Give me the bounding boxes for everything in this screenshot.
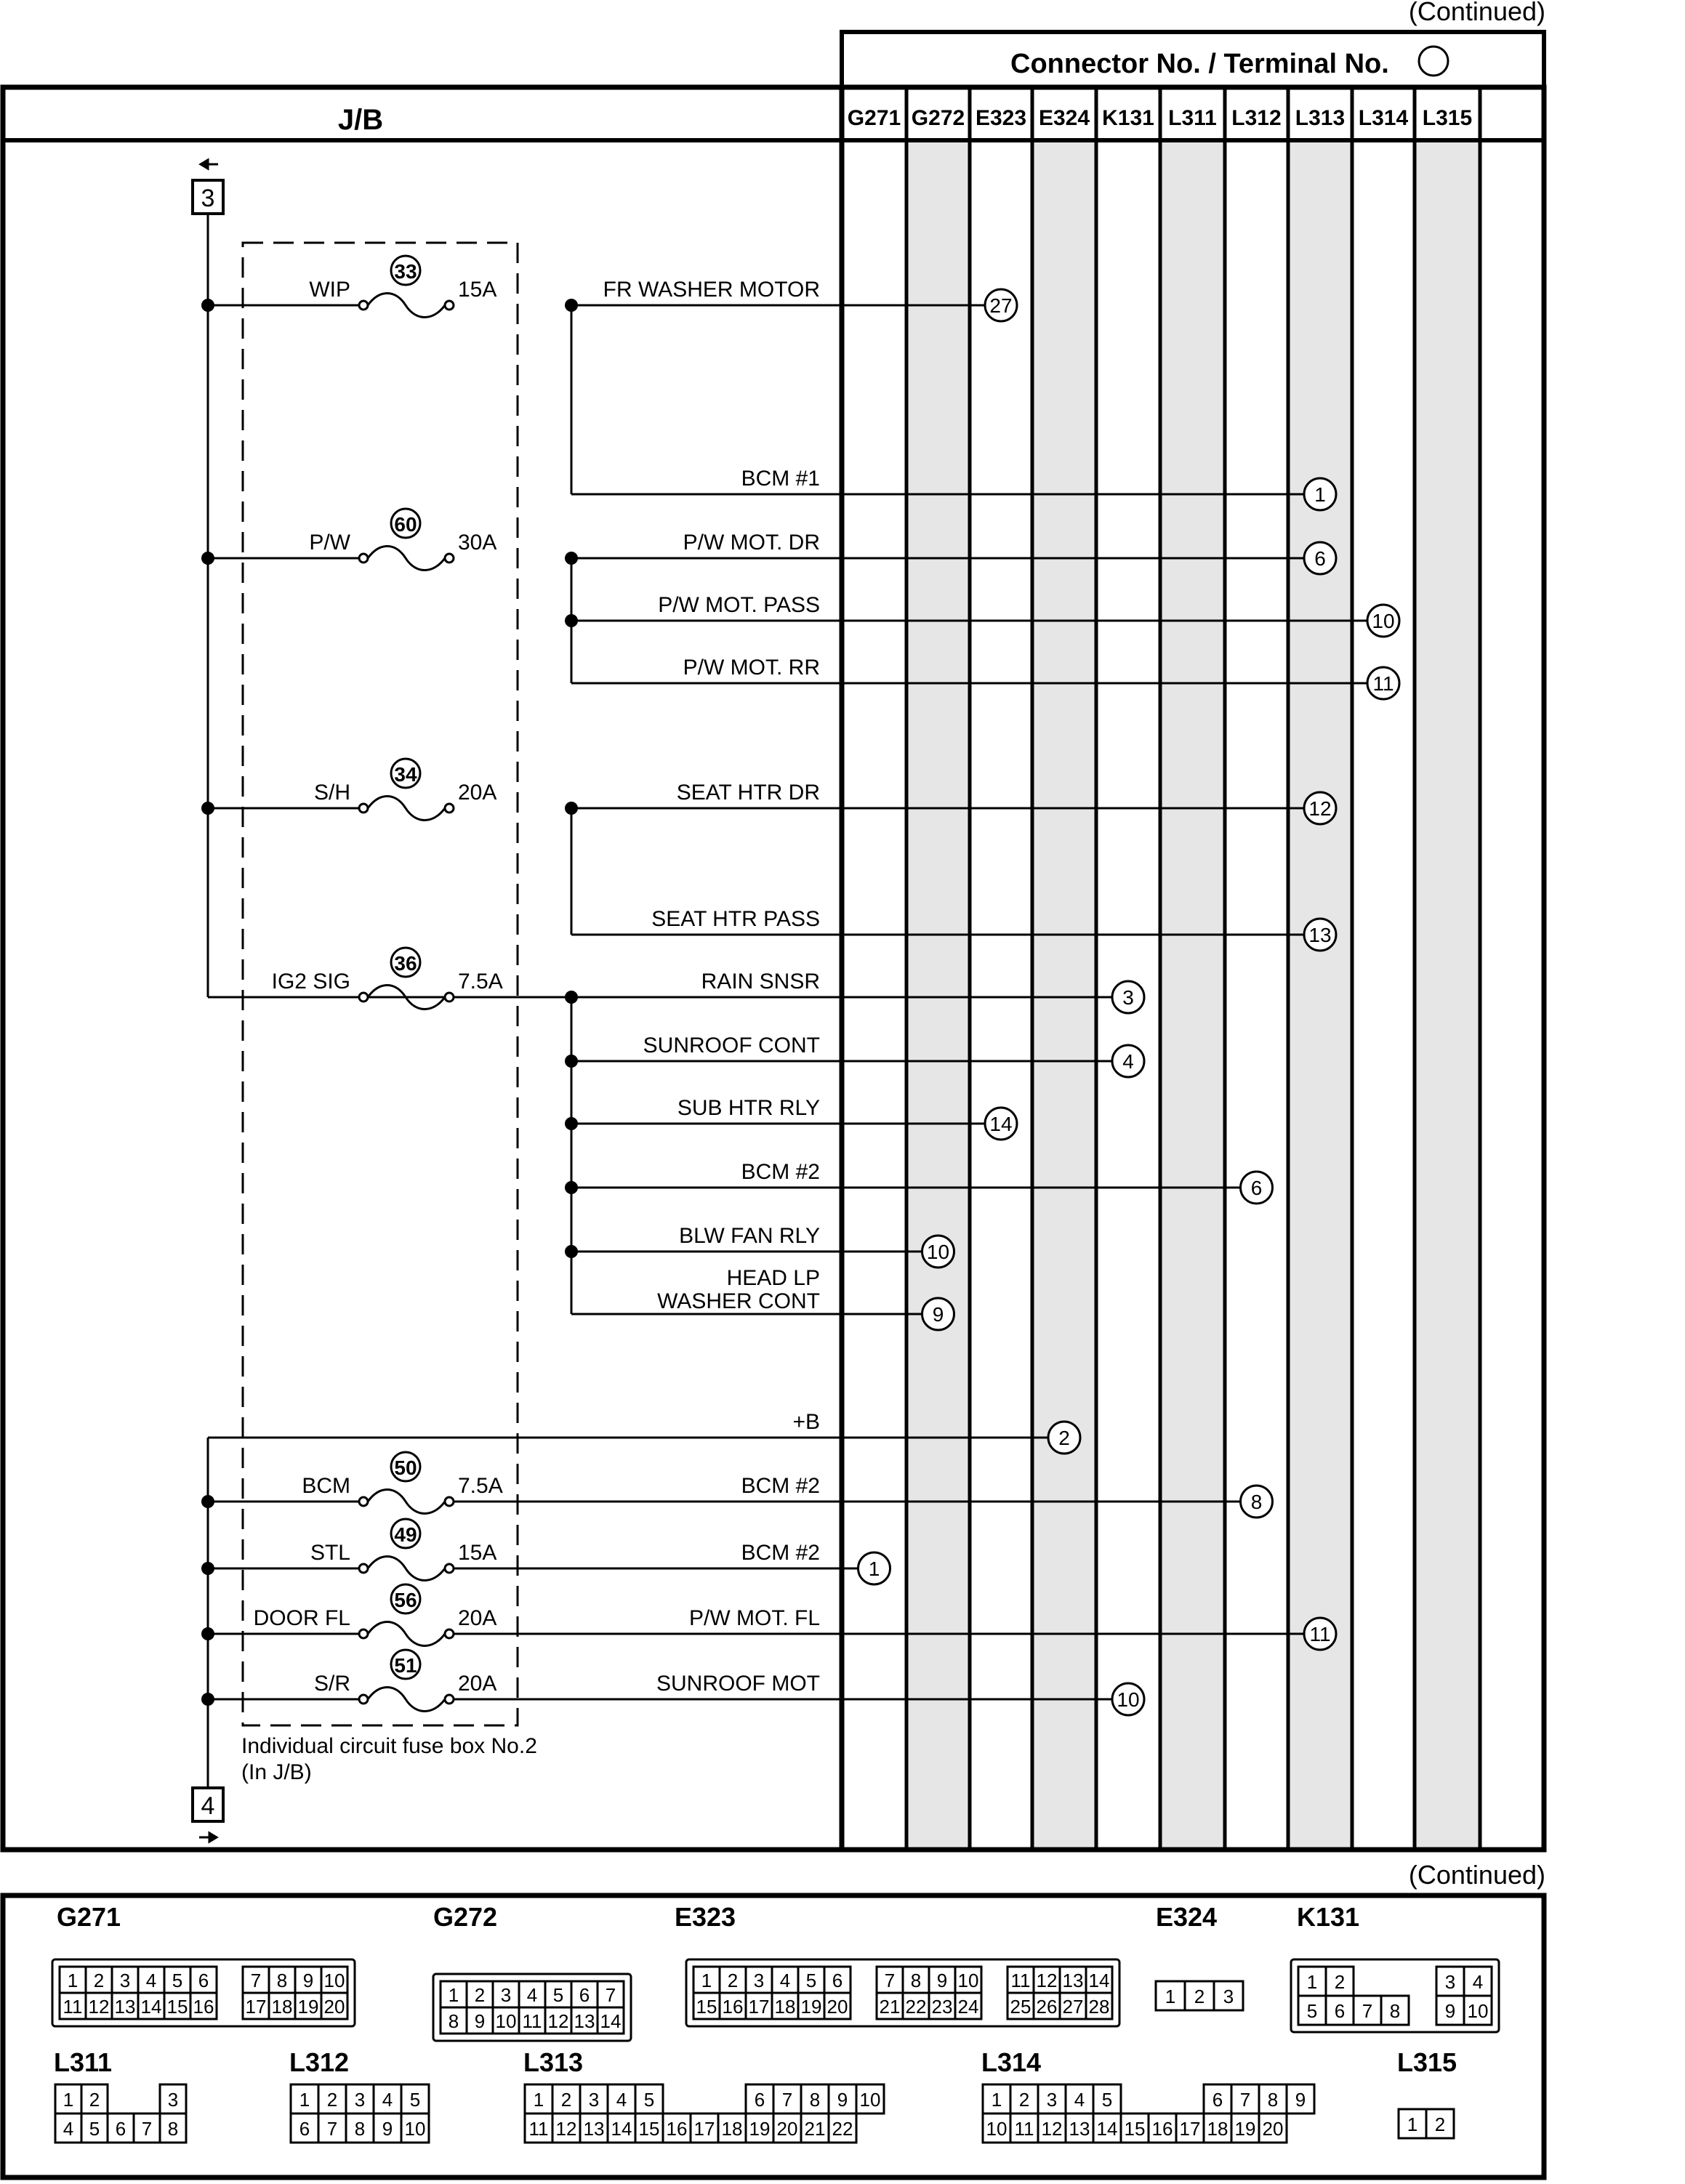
connector-pin-label: 8 <box>276 1970 288 1991</box>
connector-pin-label: 6 <box>115 2118 126 2140</box>
circuit-label: +B <box>792 1410 820 1434</box>
circuit-label: SUNROOF CONT <box>643 1033 820 1057</box>
connector-pin-label: 2 <box>560 2089 572 2111</box>
connector-pin-label: 22 <box>905 1996 927 2018</box>
terminal-number-1: 1 <box>1314 483 1326 506</box>
connector-pin-label: 8 <box>354 2118 366 2140</box>
fuse-terminal-left <box>359 1564 368 1573</box>
connector-pin-label: 10 <box>859 2089 881 2111</box>
branch-junction-dot <box>565 299 578 312</box>
connector-pin-label: 1 <box>991 2089 1002 2111</box>
column-header-L313: L313 <box>1295 106 1346 130</box>
terminal-number-4: 4 <box>1122 1050 1134 1073</box>
fuse-terminal-left <box>359 993 368 1002</box>
connector-pin-label: 14 <box>611 2118 632 2140</box>
connector-pin-label: 4 <box>779 1970 791 1991</box>
column-header-L311: L311 <box>1168 106 1217 130</box>
connector-pin-label: 2 <box>1018 2089 1030 2111</box>
connector-pin-label: 8 <box>167 2118 179 2140</box>
fuse-terminal-left <box>359 301 368 310</box>
terminal-number-14: 14 <box>989 1113 1013 1135</box>
connector-pin-label: 20 <box>323 1996 345 2018</box>
fuse-symbol <box>368 294 445 318</box>
terminal-number-8: 8 <box>1250 1491 1263 1513</box>
connector-pin-label: 4 <box>145 1970 157 1991</box>
branch-junction-dot <box>565 552 578 565</box>
fuse-rating-33: 15A <box>458 278 497 302</box>
fuse-terminal-left <box>359 1695 368 1704</box>
terminal-number-27: 27 <box>989 294 1013 317</box>
connector-pin-label: 1 <box>1165 1986 1176 2007</box>
connector-pin-label: 12 <box>555 2118 577 2140</box>
fuse-terminal-left <box>359 1629 368 1638</box>
fuse-name-34: S/H <box>313 781 350 805</box>
circuit-label: SUB HTR RLY <box>677 1096 820 1120</box>
jump-arrow-bottom <box>199 1833 217 1842</box>
connector-pin-label: 13 <box>583 2118 605 2140</box>
bus-junction-dot <box>201 802 214 815</box>
terminal-number-10: 10 <box>1372 610 1395 632</box>
connector-pin-label: 2 <box>1194 1986 1205 2007</box>
connector-pin-label: 4 <box>616 2089 627 2111</box>
connector-pin-label: 1 <box>1306 1971 1318 1993</box>
connector-view-title-L314: L314 <box>981 2047 1042 2077</box>
terminal-number-2: 2 <box>1058 1427 1070 1449</box>
circuit-label: P/W MOT. RR <box>683 656 820 680</box>
branch-junction-dot <box>565 614 578 627</box>
fuse-number-34: 34 <box>394 763 417 786</box>
connector-pin-label: 16 <box>666 2118 688 2140</box>
connector-pin-label: 11 <box>528 2118 549 2140</box>
connector-pin-label: 14 <box>1088 1970 1110 1991</box>
connector-pin-label: 6 <box>1334 2000 1346 2022</box>
connector-view-title-L312: L312 <box>289 2047 350 2077</box>
connector-pin-label: 4 <box>526 1984 538 2006</box>
connector-pin-label: 18 <box>774 1996 796 2018</box>
connector-pin-label: 4 <box>382 2089 393 2111</box>
connector-pin-label: 24 <box>957 1996 979 2018</box>
fuse-name-51: S/R <box>313 1672 350 1696</box>
connector-pin-label: 10 <box>986 2118 1008 2140</box>
column-header-L314: L314 <box>1358 106 1409 130</box>
connector-pin-label: 3 <box>167 2089 179 2111</box>
connector-pin-label: 1 <box>63 2089 74 2111</box>
circuit-label: P/W MOT. PASS <box>658 593 820 617</box>
connector-pin-label: 7 <box>884 1970 896 1991</box>
terminal-number-10: 10 <box>926 1241 950 1263</box>
connector-pin-label: 7 <box>605 1984 616 2006</box>
connector-pin-label: 19 <box>749 2118 771 2140</box>
connector-pin-label: 9 <box>382 2118 393 2140</box>
connector-pin-label: 3 <box>1444 1971 1456 1993</box>
jb-title: J/B <box>337 104 384 136</box>
shaded-column-L313 <box>1288 140 1352 1848</box>
fuse-box-caption-line1: Individual circuit fuse box No.2 <box>241 1734 537 1758</box>
connector-pin-label: 9 <box>936 1970 948 1991</box>
column-shading <box>906 140 1480 1848</box>
connector-view-title-E324: E324 <box>1156 1902 1218 1932</box>
connector-view-title-L313: L313 <box>523 2047 584 2077</box>
fuse-terminal-right <box>445 554 454 563</box>
connector-pin-label: 9 <box>474 2010 486 2032</box>
column-header-G272: G272 <box>911 106 965 130</box>
fuse-symbol <box>368 1622 445 1646</box>
connector-pin-label: 17 <box>693 2118 715 2140</box>
connector-pin-label: 16 <box>722 1996 744 2018</box>
bus-junction-dot <box>201 299 214 312</box>
fuse-terminal-right <box>445 1497 454 1506</box>
circuit-label: SUNROOF MOT <box>656 1672 820 1696</box>
terminal-number-10: 10 <box>1117 1688 1140 1711</box>
fuse-number-51: 51 <box>394 1654 417 1677</box>
connector-pin-label: 11 <box>1014 2118 1034 2140</box>
circuit-label: HEAD LP <box>726 1266 820 1290</box>
connector-pin-label: 2 <box>326 2089 338 2111</box>
jump-number-bottom: 4 <box>201 1792 215 1820</box>
connector-pin-label: 23 <box>931 1996 953 2018</box>
connector-pin-label: 12 <box>1036 1970 1058 1991</box>
connector-pin-label: 15 <box>696 1996 717 2018</box>
connector-pin-label: 12 <box>1041 2118 1063 2140</box>
connector-pin-label: 2 <box>93 1970 105 1991</box>
connector-pin-label: 4 <box>1472 1971 1484 1993</box>
circuit-label: SEAT HTR PASS <box>651 907 820 931</box>
connector-pin-label: 19 <box>297 1996 319 2018</box>
fuse-symbol <box>368 1490 445 1514</box>
connector-pin-label: 20 <box>827 1996 848 2018</box>
connector-pin-label: 5 <box>89 2118 100 2140</box>
connector-pin-label: 1 <box>448 1984 459 2006</box>
connector-pin-label: 22 <box>832 2118 853 2140</box>
jump-number-top: 3 <box>201 185 215 212</box>
connector-pin-label: 7 <box>141 2118 153 2140</box>
connector-pin-label: 20 <box>776 2118 798 2140</box>
connector-pin-label: 21 <box>879 1996 901 2018</box>
circuit-label: BCM #2 <box>741 1541 820 1565</box>
connector-pin-label: 3 <box>500 1984 512 2006</box>
connector-pin-label: 1 <box>701 1970 712 1991</box>
connector-pin-label: 13 <box>1069 2118 1090 2140</box>
connector-pin-label: 8 <box>1389 2000 1401 2022</box>
connector-pin-label: 4 <box>63 2118 74 2140</box>
fuse-number-36: 36 <box>394 952 417 975</box>
circuit-label: P/W MOT. DR <box>683 531 820 555</box>
branch-junction-dot <box>565 1055 578 1068</box>
connector-pin-label: 25 <box>1010 1996 1031 2018</box>
connector-pin-label: 14 <box>600 2010 622 2032</box>
connector-pin-label: 18 <box>721 2118 743 2140</box>
fuse-number-33: 33 <box>394 260 417 283</box>
bus-junction-dot <box>201 552 214 565</box>
connector-pin-label: 3 <box>354 2089 366 2111</box>
terminal-number-13: 13 <box>1308 924 1332 946</box>
connector-pin-label: 4 <box>1074 2089 1085 2111</box>
connector-pin-label: 6 <box>832 1970 843 1991</box>
connector-view-title-G271: G271 <box>57 1902 121 1932</box>
connector-pin-label: 13 <box>1062 1970 1084 1991</box>
connector-pin-label: 5 <box>172 1970 183 1991</box>
shaded-column-G272 <box>906 140 970 1848</box>
connector-view-title-G272: G272 <box>433 1902 498 1932</box>
connector-pin-label: 15 <box>638 2118 660 2140</box>
connector-pin-label: 2 <box>727 1970 739 1991</box>
connector-terminal-title: Connector No. / Terminal No. <box>1010 49 1389 79</box>
branch-junction-dot <box>565 1117 578 1130</box>
terminal-number-6: 6 <box>1250 1177 1263 1199</box>
connector-pin-label: 16 <box>193 1996 214 2018</box>
connector-pin-label: 1 <box>1407 2114 1418 2135</box>
connector-pin-label: 5 <box>552 1984 564 2006</box>
connector-pin-label: 5 <box>409 2089 421 2111</box>
terminal-number-6: 6 <box>1314 547 1326 570</box>
connector-pin-label: 12 <box>547 2010 569 2032</box>
connector-pin-label: 10 <box>957 1970 979 1991</box>
connector-view-title-K131: K131 <box>1297 1902 1360 1932</box>
connector-pin-label: 7 <box>1239 2089 1251 2111</box>
connector-pin-label: 2 <box>1334 1971 1346 1993</box>
fuse-number-56: 56 <box>394 1589 417 1611</box>
fuse-name-50: BCM <box>302 1474 350 1498</box>
fuse-symbol <box>368 1688 445 1712</box>
terminal-circle-symbol <box>1419 47 1448 76</box>
terminal-number-11: 11 <box>1309 1623 1331 1645</box>
connector-pin-label: 11 <box>1010 1970 1031 1991</box>
connector-pin-label: 2 <box>1434 2114 1446 2135</box>
connector-pin-label: 6 <box>579 1984 590 2006</box>
fuse-number-50: 50 <box>394 1456 417 1479</box>
connector-pin-label: 11 <box>522 2010 542 2032</box>
connector-pin-label: 7 <box>781 2089 793 2111</box>
circuit-label: BCM #2 <box>741 1474 820 1498</box>
shaded-column-E324 <box>1032 140 1096 1848</box>
fuse-rating-60: 30A <box>458 531 497 555</box>
branch-junction-dot <box>565 1245 578 1258</box>
terminal-number-3: 3 <box>1122 986 1134 1009</box>
connector-pin-label: 13 <box>114 1996 136 2018</box>
fuse-box-caption-line2: (In J/B) <box>241 1760 312 1784</box>
shaded-column-L315 <box>1415 140 1480 1848</box>
terminal-number-11: 11 <box>1372 672 1394 695</box>
fuse-name-36: IG2 SIG <box>271 970 350 994</box>
connector-pin-label: 3 <box>588 2089 600 2111</box>
column-header-L315: L315 <box>1422 106 1473 130</box>
column-header-E323: E323 <box>975 106 1027 130</box>
connector-pin-label: 10 <box>495 2010 517 2032</box>
circuit-label: FR WASHER MOTOR <box>603 278 820 302</box>
connector-pin-label: 8 <box>910 1970 922 1991</box>
circuit-label: BLW FAN RLY <box>679 1224 820 1248</box>
circuit-label: BCM #1 <box>741 467 820 491</box>
column-header-L312: L312 <box>1231 106 1282 130</box>
fuse-number-60: 60 <box>394 513 417 536</box>
fuse-rating-50: 7.5A <box>458 1474 503 1498</box>
bus-junction-dot <box>201 1693 214 1706</box>
column-header-K131: K131 <box>1102 106 1154 130</box>
connector-pin-label: 14 <box>1096 2118 1118 2140</box>
fuse-name-60: P/W <box>309 531 350 555</box>
bus-junction-dot <box>201 1495 214 1508</box>
connector-pin-label: 18 <box>1207 2118 1228 2140</box>
connector-pin-label: 13 <box>574 2010 595 2032</box>
connector-pin-label: 27 <box>1062 1996 1084 2018</box>
column-header-E324: E324 <box>1038 106 1090 130</box>
fuse-name-49: STL <box>310 1541 350 1565</box>
fuse-rating-51: 20A <box>458 1672 497 1696</box>
continued-bottom-label: (Continued) <box>1408 1860 1545 1890</box>
fuse-terminal-left <box>359 1497 368 1506</box>
circuit-label: P/W MOT. FL <box>689 1606 820 1630</box>
connector-pin-label: 6 <box>1212 2089 1223 2111</box>
connector-pin-label: 10 <box>1467 2000 1489 2022</box>
fuse-terminal-right <box>445 301 454 310</box>
circuit-label: SEAT HTR DR <box>676 781 820 805</box>
continued-top-label: (Continued) <box>1408 0 1545 26</box>
connector-pin-label: 7 <box>326 2118 338 2140</box>
fuse-terminal-right <box>445 1629 454 1638</box>
fuse-rating-49: 15A <box>458 1541 497 1565</box>
fuse-terminal-right <box>445 804 454 813</box>
branch-junction-dot <box>565 991 578 1004</box>
connector-pin-label: 6 <box>754 2089 765 2111</box>
fuse-symbol <box>368 547 445 571</box>
connector-pin-label: 10 <box>323 1970 345 1991</box>
connector-pin-label: 3 <box>119 1970 131 1991</box>
circuit-label: BCM #2 <box>741 1160 820 1184</box>
branch-junction-dot <box>565 1181 578 1194</box>
fuse-symbol <box>368 1557 445 1581</box>
terminal-number-9: 9 <box>932 1303 944 1326</box>
branch-junction-dot <box>565 802 578 815</box>
connector-pin-label: 7 <box>250 1970 262 1991</box>
connector-pin-label: 8 <box>809 2089 821 2111</box>
connector-pin-label: 6 <box>299 2118 310 2140</box>
terminal-number-12: 12 <box>1308 797 1332 820</box>
circuit-label: RAIN SNSR <box>701 970 820 994</box>
fuse-terminal-left <box>359 804 368 813</box>
connector-pin-label: 9 <box>1295 2089 1306 2111</box>
connector-pin-label: 28 <box>1088 1996 1110 2018</box>
connector-pin-label: 5 <box>805 1970 817 1991</box>
fuse-rating-36: 7.5A <box>458 970 503 994</box>
connector-pin-label: 9 <box>837 2089 848 2111</box>
connector-pin-label: 20 <box>1262 2118 1284 2140</box>
fuse-name-33: WIP <box>309 278 350 302</box>
connector-pin-label: 14 <box>140 1996 162 2018</box>
connector-pin-label: 3 <box>753 1970 765 1991</box>
fuse-name-56: DOOR FL <box>253 1606 350 1630</box>
connector-pin-label: 19 <box>1234 2118 1256 2140</box>
connector-pin-label: 8 <box>1267 2089 1279 2111</box>
connector-pin-label: 11 <box>63 1996 83 2018</box>
connector-pin-label: 21 <box>804 2118 826 2140</box>
fuse-terminal-right <box>445 993 454 1002</box>
connector-pin-label: 15 <box>1124 2118 1146 2140</box>
connector-pin-label: 2 <box>474 1984 486 2006</box>
fuse-number-49: 49 <box>394 1523 417 1546</box>
connector-pin-label: 18 <box>271 1996 293 2018</box>
connector-pin-label: 5 <box>1101 2089 1113 2111</box>
connector-pin-label: 16 <box>1151 2118 1173 2140</box>
shaded-column-L311 <box>1160 140 1225 1848</box>
connector-view-title-L315: L315 <box>1397 2047 1457 2077</box>
connector-pin-label: 1 <box>67 1970 79 1991</box>
fuse-terminal-right <box>445 1564 454 1573</box>
connector-pin-label: 6 <box>198 1970 209 1991</box>
connector-pin-label: 17 <box>1179 2118 1201 2140</box>
connector-view-title-L311: L311 <box>54 2047 113 2077</box>
jump-arrow-top <box>201 160 218 169</box>
connector-pin-label: 17 <box>245 1996 267 2018</box>
fuse-terminal-left <box>359 554 368 563</box>
fuse-terminal-right <box>445 1695 454 1704</box>
connector-pin-label: 7 <box>1362 2000 1373 2022</box>
column-header-G271: G271 <box>847 106 901 130</box>
connector-pin-label: 10 <box>404 2118 426 2140</box>
connector-pin-label: 26 <box>1036 1996 1058 2018</box>
circuit-label-line2: WASHER CONT <box>657 1289 820 1313</box>
connector-pin-label: 2 <box>89 2089 100 2111</box>
connector-pin-label: 9 <box>1444 2000 1456 2022</box>
connector-pin-label: 8 <box>448 2010 459 2032</box>
connector-pin-label: 19 <box>800 1996 822 2018</box>
connector-pin-label: 17 <box>748 1996 770 2018</box>
terminal-number-1: 1 <box>868 1558 880 1580</box>
fuse-rating-34: 20A <box>458 781 497 805</box>
connector-pin-label: 1 <box>533 2089 544 2111</box>
connector-pin-label: 5 <box>1306 2000 1318 2022</box>
connector-pin-label: 3 <box>1223 1986 1234 2007</box>
fuse-rating-56: 20A <box>458 1606 497 1630</box>
connector-pin-label: 3 <box>1046 2089 1058 2111</box>
bus-junction-dot <box>201 1562 214 1575</box>
bus-junction-dot <box>201 1627 214 1640</box>
connector-pin-label: 9 <box>302 1970 314 1991</box>
fuse-symbol <box>368 797 445 821</box>
connector-pin-label: 12 <box>88 1996 110 2018</box>
connector-pin-label: 5 <box>643 2089 655 2111</box>
connector-pin-label: 15 <box>166 1996 188 2018</box>
connector-view-title-E323: E323 <box>675 1902 736 1932</box>
connector-pin-label: 1 <box>299 2089 310 2111</box>
